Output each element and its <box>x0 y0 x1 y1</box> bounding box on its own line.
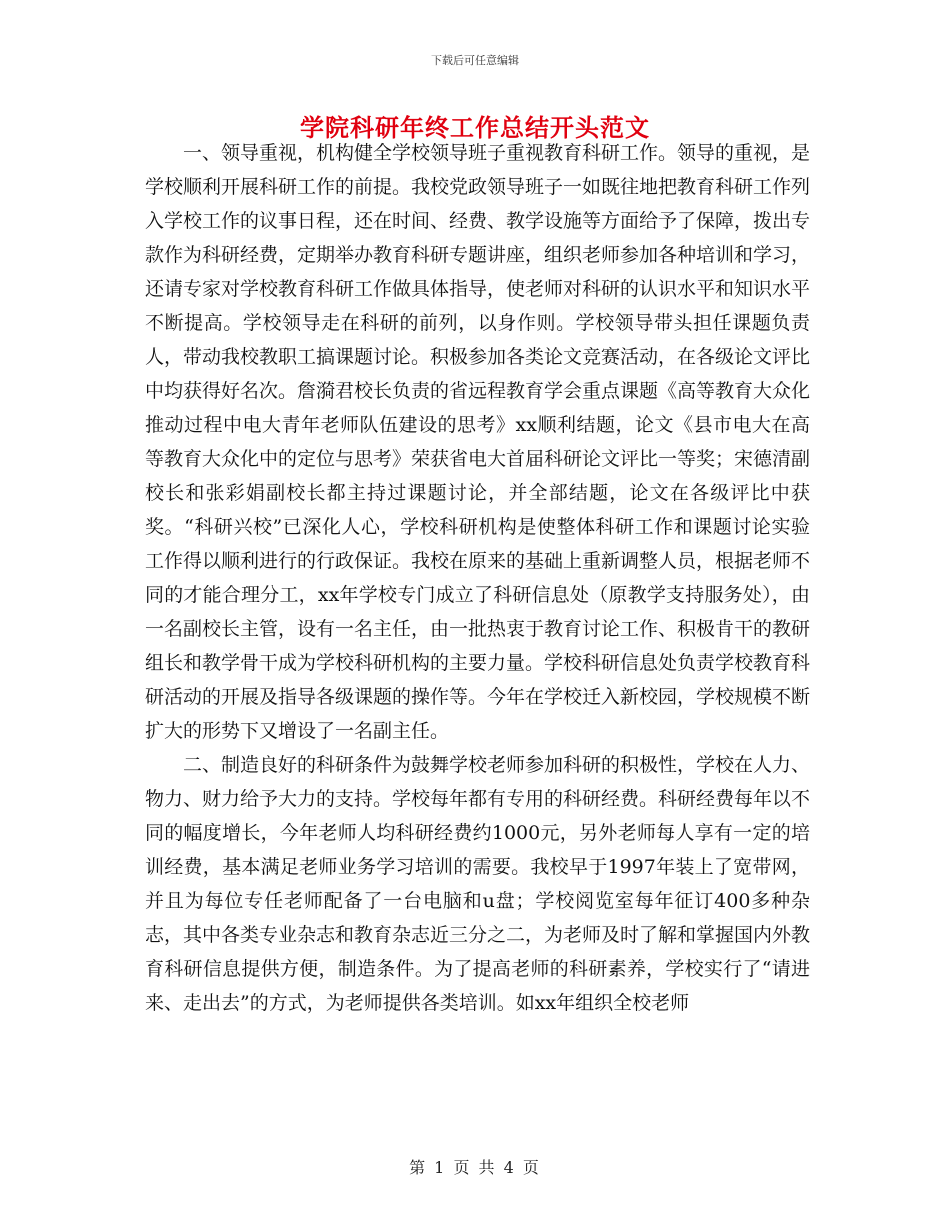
document-body <box>145 136 810 1020</box>
paragraph-2: 二、制造良好的科研条件为鼓舞学校老师参加科研的积极性，学校在人力、物力、财力给予大力的支持。学校每年都有专用的科研经费。科研经费每年以不同的幅度增长，今年老师人均科研经费约1000元，另外老师每人享有一定的培训经费，基本满足老师业务学习培训的需要。我校早于1997年装上了宽带网，并且为每位专任老师配备了一台电脑和u盘；学校阅览室每年征订400多种杂志，其中各类专业杂志和教育杂志近三分之二，为老师及时了解和掌握国内外教育科研信息提供方便，制造条件。为了提高老师的科研素养，学校实行了“请进来、走出去”的方式，为老师提供各类培训。如xx年组织全校老师 <box>145 754 811 1014</box>
document-title: 学院科研年终工作总结开头范文 <box>300 113 650 142</box>
page-footer: 第 1 页 共 4 页 <box>409 1158 541 1177</box>
paragraph-1: 一、领导重视，机构健全学校领导班子重视教育科研工作。领导的重视，是学校顺利开展科研工作的前提。我校党政领导班子一如既往地把教育科研工作列入学校工作的议事日程，还在时间、经费、教学设施等方面给予了保障，拨出专款作为科研经费，定期举办教育科研专题讲座，组织老师参加各种培训和学习，还请专家对学校教育科研工作做具体指导，使老师对科研的认识水平和知识水平不断提高。学校领导走在科研的前列，以身作则。学校领导带头担任课题负责人，带动我校教职工搞课题讨论。积极参加各类论文竞赛活动，在各级论文评比中均获得好名次。詹漪君校长负责的省远程教育学会重点课题《高等教育大众化推动过程中电大青年老师队伍建设的思考》xx顺利结题，论文《县市电大在高等教育大众化中的定位与思考》荣获省电大首届科研论文评比一等奖；宋德清副校长和张彩娟副校长都主持过课题讨论，并全部结题，论文在各级评比中获奖。“科研兴校”已深化人心，学校科研机构是使整体科研工作和课题讨论实验工作得以顺利进行的行政保证。我校在原来的基础上重新调整人员，根据老师不同的才能合理分工，xx年学校专门成立了科研信息处（原教学支持服务处），由一名副校长主管，设有一名主任，由一批热衷于教育讨论工作、积极肯干的教研组长和教学骨干成为学校科研机构的主要力量。学校科研信息处负责学校教育科研活动的开展及指导各级课题的操作等。今年在学校迁入新校园，学校规模不断扩大的形势下又增设了一名副主任。 <box>145 142 811 742</box>
page-header-note: 下载后可任意编辑 <box>431 54 519 67</box>
